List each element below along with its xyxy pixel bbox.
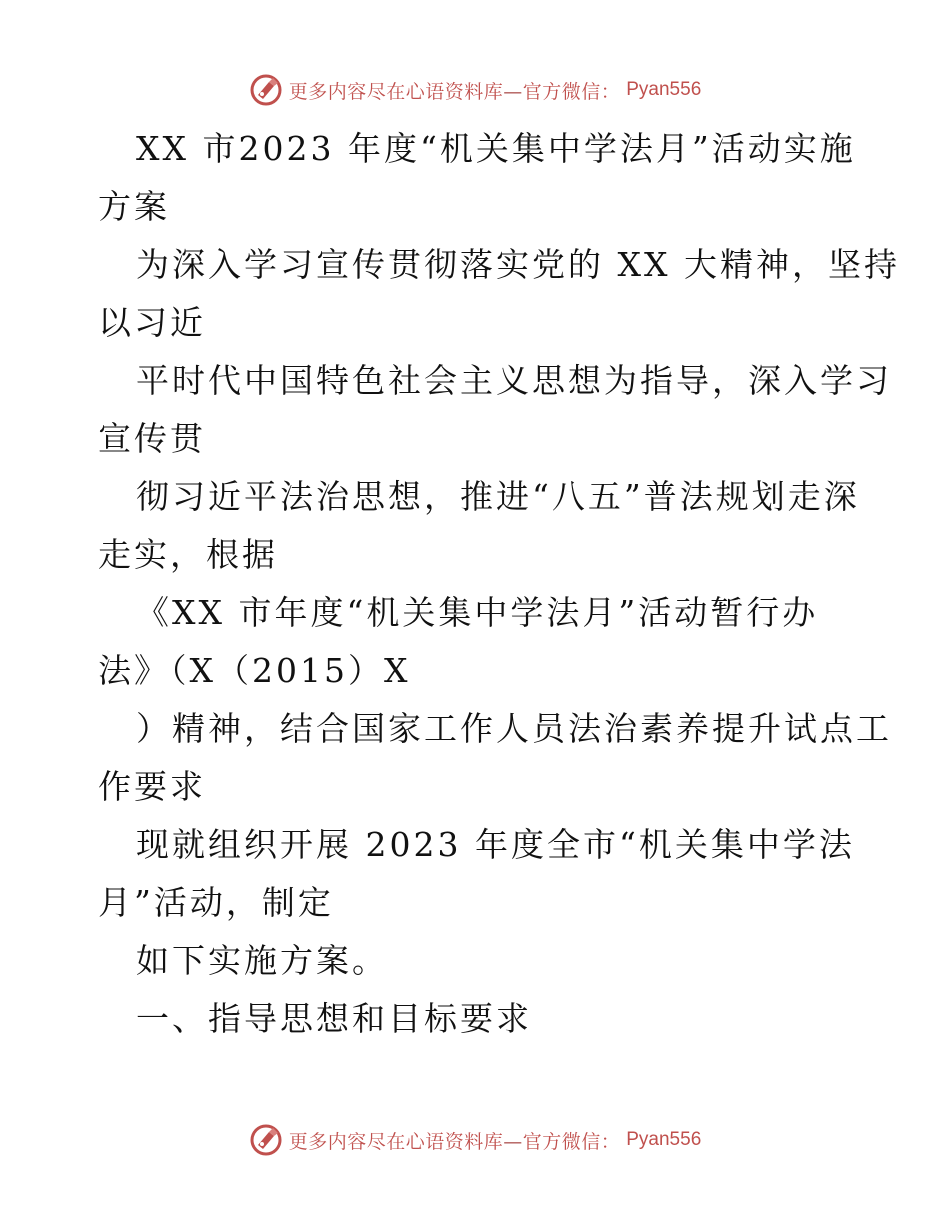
document-line: 法》（X（2015）X <box>98 651 411 690</box>
header-watermark <box>0 70 950 110</box>
document-line: XX 市2023 年度“机关集中学法月”活动实施 <box>136 129 856 168</box>
document-line: 作要求 <box>98 767 206 806</box>
document-line: 一、指导思想和目标要求 <box>136 999 532 1038</box>
watermark-text: 更多内容尽在心语资料库—官方微信： <box>288 1130 621 1153</box>
document-line: 月”活动，制定 <box>98 883 334 922</box>
footer-watermark <box>0 1120 950 1160</box>
seal-logo-icon <box>249 73 283 107</box>
document-line: 方案 <box>98 187 170 226</box>
document-line: 平时代中国特色社会主义思想为指导，深入学习 <box>136 361 892 400</box>
document-line: 宣传贯 <box>98 419 206 458</box>
watermark-wechat-id: Pyan556 <box>626 1129 702 1150</box>
seal-logo-icon <box>249 1123 283 1157</box>
document-line: 彻习近平法治思想，推进“八五”普法规划走深 <box>136 477 860 516</box>
document-line: 现就组织开展 2023 年度全市“机关集中学法 <box>136 825 855 864</box>
document-line: 如下实施方案。 <box>136 941 388 980</box>
watermark-text: 更多内容尽在心语资料库—官方微信： <box>288 80 621 103</box>
document-line: 《XX 市年度“机关集中学法月”活动暂行办 <box>136 593 819 632</box>
document-line: ）精神，结合国家工作人员法治素养提升试点工 <box>136 709 892 748</box>
document-body <box>98 120 900 1048</box>
document-line: 为深入学习宣传贯彻落实党的 XX 大精神，坚持 <box>136 245 900 284</box>
watermark-wechat-id: Pyan556 <box>626 79 702 100</box>
document-line: 以习近 <box>98 303 206 342</box>
document-line: 走实，根据 <box>98 535 278 574</box>
